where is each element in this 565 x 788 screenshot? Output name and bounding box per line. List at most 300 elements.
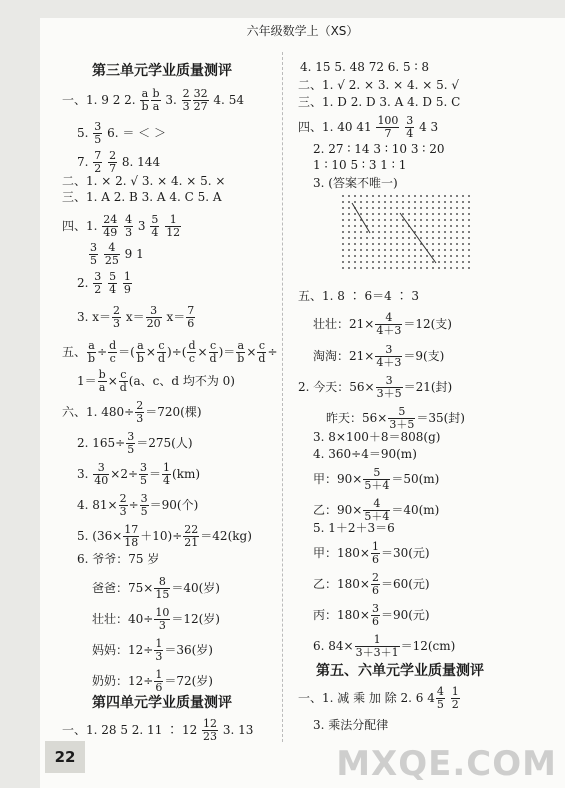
numerator: 4 [375, 312, 402, 325]
answer-text [103, 276, 107, 290]
denominator: 6 [371, 553, 379, 566]
denominator: b [88, 352, 96, 365]
denominator: 5＋4 [364, 479, 390, 492]
denominator: 3＋5 [389, 418, 415, 431]
fraction [140, 493, 149, 518]
denominator: 4 [151, 226, 159, 239]
numerator: 7 [94, 149, 102, 162]
section-title: 第三单元学业质量测评 [92, 63, 232, 79]
answer-text: ×2÷ [110, 467, 139, 481]
answer-text: 5. (36× [77, 529, 123, 543]
fraction [123, 524, 139, 549]
denominator: 3＋5 [376, 387, 402, 400]
answer-text: 壮壮：21× [313, 317, 375, 331]
fraction [151, 88, 160, 113]
fraction [375, 344, 402, 369]
numerator: 3 [94, 270, 102, 283]
answer-text: 9 1 [120, 247, 144, 261]
fraction [165, 214, 181, 239]
answer-line [77, 121, 166, 146]
denominator: a [98, 381, 106, 394]
numerator: b [98, 368, 106, 381]
answer-text: 1 ∶ 10 5 ∶ 3 1 ∶ 1 [313, 158, 407, 172]
fraction [257, 340, 266, 365]
denominator: 6 [371, 615, 379, 628]
fraction [112, 305, 121, 330]
answer-line [313, 447, 417, 461]
answer-text [160, 219, 164, 233]
answer-text: 4. 81× [77, 498, 118, 512]
denominator: d [258, 352, 266, 365]
column-divider [282, 52, 283, 742]
watermark: MXQE.COM [336, 744, 557, 784]
answer-text [446, 691, 450, 705]
denominator: b [141, 100, 149, 113]
answer-line [313, 521, 395, 535]
numerator: 4 [363, 498, 390, 511]
answer-line [62, 88, 244, 113]
answer-text: ＝35(封) [416, 411, 465, 425]
answer-line [298, 686, 461, 711]
numerator: 10 [155, 606, 170, 619]
answer-text: ÷ [267, 345, 278, 359]
answer-text: 四、1. [62, 219, 102, 233]
answer-text: ＝36(岁) [164, 643, 213, 657]
fraction [87, 340, 96, 365]
answer-text: 三、1. D 2. D 3. A 4. D 5. C [298, 95, 461, 109]
answer-text: × [145, 345, 156, 359]
answer-text: ＝72(岁) [164, 674, 213, 688]
answer-line [313, 718, 388, 732]
denominator: 49 [103, 226, 118, 239]
fraction [376, 115, 399, 140]
denominator: 20 [146, 317, 161, 330]
numerator: 2 [136, 399, 144, 412]
fraction [162, 462, 171, 487]
fraction [140, 88, 149, 113]
denominator: 12 [166, 226, 181, 239]
numerator: 8 [154, 576, 170, 589]
answer-text: (km) [172, 467, 201, 481]
numerator: d [188, 339, 196, 352]
answer-line [77, 493, 198, 518]
numerator: 3 [371, 602, 379, 615]
answer-text: ＝30(元) [380, 546, 430, 560]
answer-text: ＋10)÷ [140, 529, 183, 543]
fraction [102, 214, 118, 239]
denominator: 4 [406, 127, 414, 140]
answer-text: 乙：90× [313, 503, 363, 517]
answer-line [88, 242, 144, 267]
numerator: 2 [109, 149, 117, 162]
fraction [150, 214, 159, 239]
fraction [93, 462, 109, 487]
fraction [93, 121, 102, 146]
fraction [136, 340, 145, 365]
numerator: 3 [375, 344, 402, 357]
answer-text: ＝12(岁) [171, 612, 220, 626]
denominator: d [209, 352, 217, 365]
answer-text: ＝720(棵) [145, 405, 202, 419]
answer-text: 六、1. 480÷ [62, 405, 135, 419]
numerator: 3 [94, 120, 102, 133]
denominator: 18 [124, 536, 139, 549]
answer-text: 二、1. √ 2. × 3. × 4. × 5. √ [298, 78, 460, 92]
answer-text: 2. 今天：56× [298, 380, 375, 394]
answer-line [313, 344, 444, 369]
denominator: 3 [113, 317, 121, 330]
denominator: d [157, 352, 166, 365]
answer-line [62, 400, 202, 425]
page-header: 六年级数学上（XS） [246, 24, 359, 38]
answer-line [77, 552, 159, 566]
answer-text: 2. 27 ∶ 14 3 ∶ 10 3 ∶ 20 [313, 142, 445, 156]
answer-text: 7. [77, 155, 93, 169]
answer-line [313, 603, 430, 628]
numerator: 1 [165, 214, 181, 227]
numerator: a [137, 339, 144, 352]
denominator: 5＋4 [364, 510, 390, 523]
numerator: 3 [140, 461, 148, 474]
numerator: 1 [155, 668, 163, 681]
answer-text: 淘淘：21× [313, 349, 375, 363]
answer-text [99, 247, 103, 261]
denominator: 3 [158, 619, 166, 632]
answer-text: 1＝ [77, 374, 97, 388]
numerator: 3 [140, 492, 148, 505]
answer-line [62, 214, 182, 239]
answer-text: ＝60(元) [380, 577, 430, 591]
answer-text: 3 [134, 219, 150, 233]
fraction [371, 603, 380, 628]
numerator: 1 [123, 270, 131, 283]
answer-line [77, 305, 196, 330]
answer-line [298, 95, 460, 109]
fraction [193, 88, 209, 113]
dot-grid-drawing [340, 193, 472, 271]
numerator: 5 [151, 213, 159, 226]
denominator: 6 [155, 681, 163, 694]
denominator: 5 [127, 443, 135, 456]
numerator: 5 [363, 467, 390, 480]
answer-line [313, 430, 440, 444]
answer-text: 4. 54 [209, 93, 244, 107]
fraction [154, 607, 170, 632]
fraction [108, 271, 117, 296]
answer-text: x＝ [162, 310, 186, 324]
answer-text: 昨天：56× [326, 411, 388, 425]
answer-text: 5. 1＋2＋3＝6 [313, 521, 395, 535]
fraction [209, 340, 218, 365]
answer-text: 乙：180× [313, 577, 370, 591]
denominator: 4＋3 [376, 356, 402, 369]
numerator: 24 [103, 213, 118, 226]
answer-text: 4. 360÷4＝90(m) [313, 447, 417, 461]
answer-line [300, 60, 429, 74]
answer-line [326, 406, 465, 431]
numerator: 4 [436, 685, 444, 698]
denominator: 7 [109, 162, 117, 175]
numerator: 2 [182, 87, 190, 100]
answer-text: 五、1. 8 ∶ 6＝4 ∶ 3 [298, 289, 420, 303]
fraction [139, 462, 148, 487]
answer-text: 4 3 [415, 120, 439, 134]
answer-line [313, 467, 439, 492]
numerator: 3 [146, 305, 162, 318]
answer-text: 3. 乘法分配律 [313, 718, 389, 732]
answer-text: 甲：90× [313, 472, 363, 486]
answer-text: × [246, 345, 257, 359]
fraction [182, 88, 191, 113]
denominator: 9 [123, 283, 131, 296]
answer-line [313, 312, 452, 337]
fraction [451, 686, 460, 711]
answer-text: 四、1. 40 41 [298, 120, 376, 134]
answer-text: 8. 144 [118, 155, 161, 169]
fraction [187, 340, 196, 365]
answer-text: 5. [77, 126, 93, 140]
answer-text: 2. 165÷ [77, 436, 126, 450]
answer-text: 爸爸：75× [92, 581, 154, 595]
fraction [135, 400, 144, 425]
answer-text: 一、1. 28 5 2. 11 ∶ 12 [62, 723, 202, 737]
answer-text: 6. 爷爷：75 岁 [77, 552, 160, 566]
fraction [108, 340, 117, 365]
answer-text: ＝40(m) [391, 503, 440, 517]
answer-text: 三、1. A 2. B 3. A 4. C 5. A [62, 190, 222, 204]
fraction [89, 242, 98, 267]
answer-line [313, 498, 439, 523]
numerator: 32 [193, 87, 208, 100]
fraction [371, 572, 380, 597]
denominator: 6 [187, 317, 195, 330]
answer-text: )÷( [167, 345, 187, 359]
answer-line [62, 190, 222, 204]
answer-text: ＝21(封) [403, 380, 453, 394]
answer-line [92, 576, 220, 601]
answer-text: ＝50(m) [391, 472, 440, 486]
denominator: 3 [136, 412, 144, 425]
fraction [183, 524, 199, 549]
denominator: 3 [155, 650, 163, 663]
answer-text: 3. 8×100＋8＝808(g) [313, 430, 441, 444]
denominator: 4 [109, 283, 117, 296]
answer-text: ＝275(人) [136, 436, 193, 450]
answer-text: 6. 84× [313, 639, 354, 653]
denominator: 40 [94, 474, 109, 487]
answer-line [92, 638, 213, 663]
numerator: 100 [377, 114, 399, 127]
numerator: c [158, 339, 165, 352]
answer-text [400, 120, 404, 134]
answer-text [118, 276, 122, 290]
answer-line [62, 718, 253, 743]
denominator: 4 [163, 474, 171, 487]
answer-text: 3. (答案不唯一) [313, 176, 398, 190]
denominator: 6 [371, 584, 379, 597]
numerator: 22 [184, 523, 199, 536]
fraction [236, 340, 245, 365]
denominator: 3 [125, 226, 133, 239]
answer-text: 甲：180× [313, 546, 370, 560]
fraction [371, 541, 380, 566]
answer-text: ÷ [97, 345, 108, 359]
numerator: 1 [163, 461, 171, 474]
numerator: 5 [109, 270, 117, 283]
fraction [154, 576, 170, 601]
denominator: b [237, 352, 245, 365]
answer-text: ＝90(元) [380, 608, 430, 622]
answer-text: 壮壮：40÷ [92, 612, 154, 626]
numerator: c [120, 368, 127, 381]
answer-text: 3. 13 [219, 723, 254, 737]
fraction [119, 369, 128, 394]
answer-text: ÷ [128, 498, 139, 512]
fraction [363, 467, 390, 492]
answer-line [298, 115, 438, 140]
fraction [154, 669, 163, 694]
numerator: 3 [127, 430, 135, 443]
denominator: 5 [140, 505, 148, 518]
numerator: c [209, 339, 217, 352]
denominator: 5 [436, 698, 444, 711]
fraction [126, 431, 135, 456]
numerator: 2 [113, 304, 121, 317]
numerator: a [141, 87, 149, 100]
denominator: 2 [451, 698, 459, 711]
answer-text [119, 219, 123, 233]
denominator: 21 [184, 536, 199, 549]
answer-text: ＝12(cm) [400, 639, 456, 653]
answer-line [77, 369, 235, 394]
answer-line [77, 524, 252, 549]
numerator: 1 [155, 637, 163, 650]
answer-text: (a、c、d 均不为 0) [128, 374, 235, 388]
fraction [376, 375, 403, 400]
fraction [363, 498, 390, 523]
denominator: a [152, 100, 160, 113]
numerator: 2 [119, 492, 127, 505]
denominator: 27 [193, 100, 208, 113]
numerator: 12 [203, 717, 218, 730]
denominator: 7 [384, 127, 392, 140]
numerator: 1 [371, 540, 379, 553]
answer-text: 4. 15 5. 48 72 6. 5 ∶ 8 [300, 60, 430, 74]
answer-line [92, 669, 213, 694]
answer-text: 2. [77, 276, 93, 290]
fraction [124, 214, 133, 239]
answer-text: 奶奶：12÷ [92, 674, 154, 688]
fraction [388, 406, 415, 431]
fraction [436, 686, 445, 711]
denominator: 23 [203, 730, 218, 743]
answer-text: × [197, 345, 208, 359]
answer-text: ＝9(支) [403, 349, 445, 363]
numerator: a [237, 339, 245, 352]
answer-line [62, 174, 225, 188]
denominator: 2 [94, 162, 102, 175]
fraction [119, 493, 128, 518]
numerator: 3 [90, 241, 97, 254]
section-title: 第四单元学业质量测评 [92, 695, 232, 711]
answer-text: )＝ [218, 345, 236, 359]
page-number: 22 [45, 741, 85, 773]
denominator: c [109, 352, 116, 365]
answer-text: ＝ [149, 467, 162, 481]
denominator: d [119, 381, 127, 394]
fraction [93, 271, 102, 296]
answer-text [103, 155, 107, 169]
numerator: b [152, 87, 160, 100]
answer-text: 五、 [62, 345, 87, 359]
denominator: 15 [155, 588, 170, 601]
answer-line [77, 271, 133, 296]
answer-line [298, 78, 459, 92]
denominator: 5 [94, 133, 102, 146]
fraction [202, 718, 218, 743]
denominator: 3 [182, 100, 190, 113]
denominator: c [188, 352, 196, 365]
answer-text: 一、1. 减 乘 加 除 2. 6 4 [298, 691, 435, 705]
answer-text: 丙：180× [313, 608, 370, 622]
answer-text: 一、1. 9 2 2. [62, 93, 140, 107]
numerator: 5 [388, 406, 415, 419]
answer-text: x＝ [122, 310, 145, 324]
fraction [108, 150, 117, 175]
fraction [123, 271, 132, 296]
numerator: d [109, 339, 117, 352]
answer-line [298, 375, 452, 400]
answer-line [77, 431, 193, 456]
answer-text: ＝( [118, 345, 135, 359]
answer-text: 3. [77, 467, 93, 481]
answer-line [313, 572, 430, 597]
denominator: b [136, 352, 144, 365]
numerator: 2 [371, 571, 379, 584]
answer-text: ＝12(支) [403, 317, 452, 331]
fraction [157, 340, 166, 365]
denominator: 5 [140, 474, 148, 487]
denominator: 4＋3 [376, 324, 402, 337]
numerator: 3 [376, 375, 403, 388]
denominator: 25 [104, 254, 119, 267]
fraction [355, 634, 400, 659]
numerator: 3 [93, 462, 109, 475]
denominator: 2 [94, 283, 102, 296]
numerator: 4 [125, 213, 133, 226]
fraction [375, 312, 402, 337]
answer-line [313, 142, 445, 156]
answer-line [77, 462, 200, 487]
answer-line [298, 289, 419, 303]
fraction [146, 305, 162, 330]
fraction [154, 638, 163, 663]
answer-line [62, 340, 278, 365]
fraction [104, 242, 120, 267]
numerator: 7 [187, 304, 195, 317]
numerator: 3 [406, 114, 414, 127]
numerator: a [88, 339, 95, 352]
numerator: 4 [104, 242, 120, 255]
answer-line [313, 158, 406, 172]
answer-text: 3. x＝ [77, 310, 112, 324]
answer-line [313, 541, 430, 566]
answer-text: 二、1. × 2. √ 3. × 4. × 5. × [62, 174, 226, 188]
denominator: 5 [90, 254, 97, 267]
denominator: 3 [119, 505, 127, 518]
fraction [98, 369, 107, 394]
numerator: 1 [355, 634, 400, 647]
